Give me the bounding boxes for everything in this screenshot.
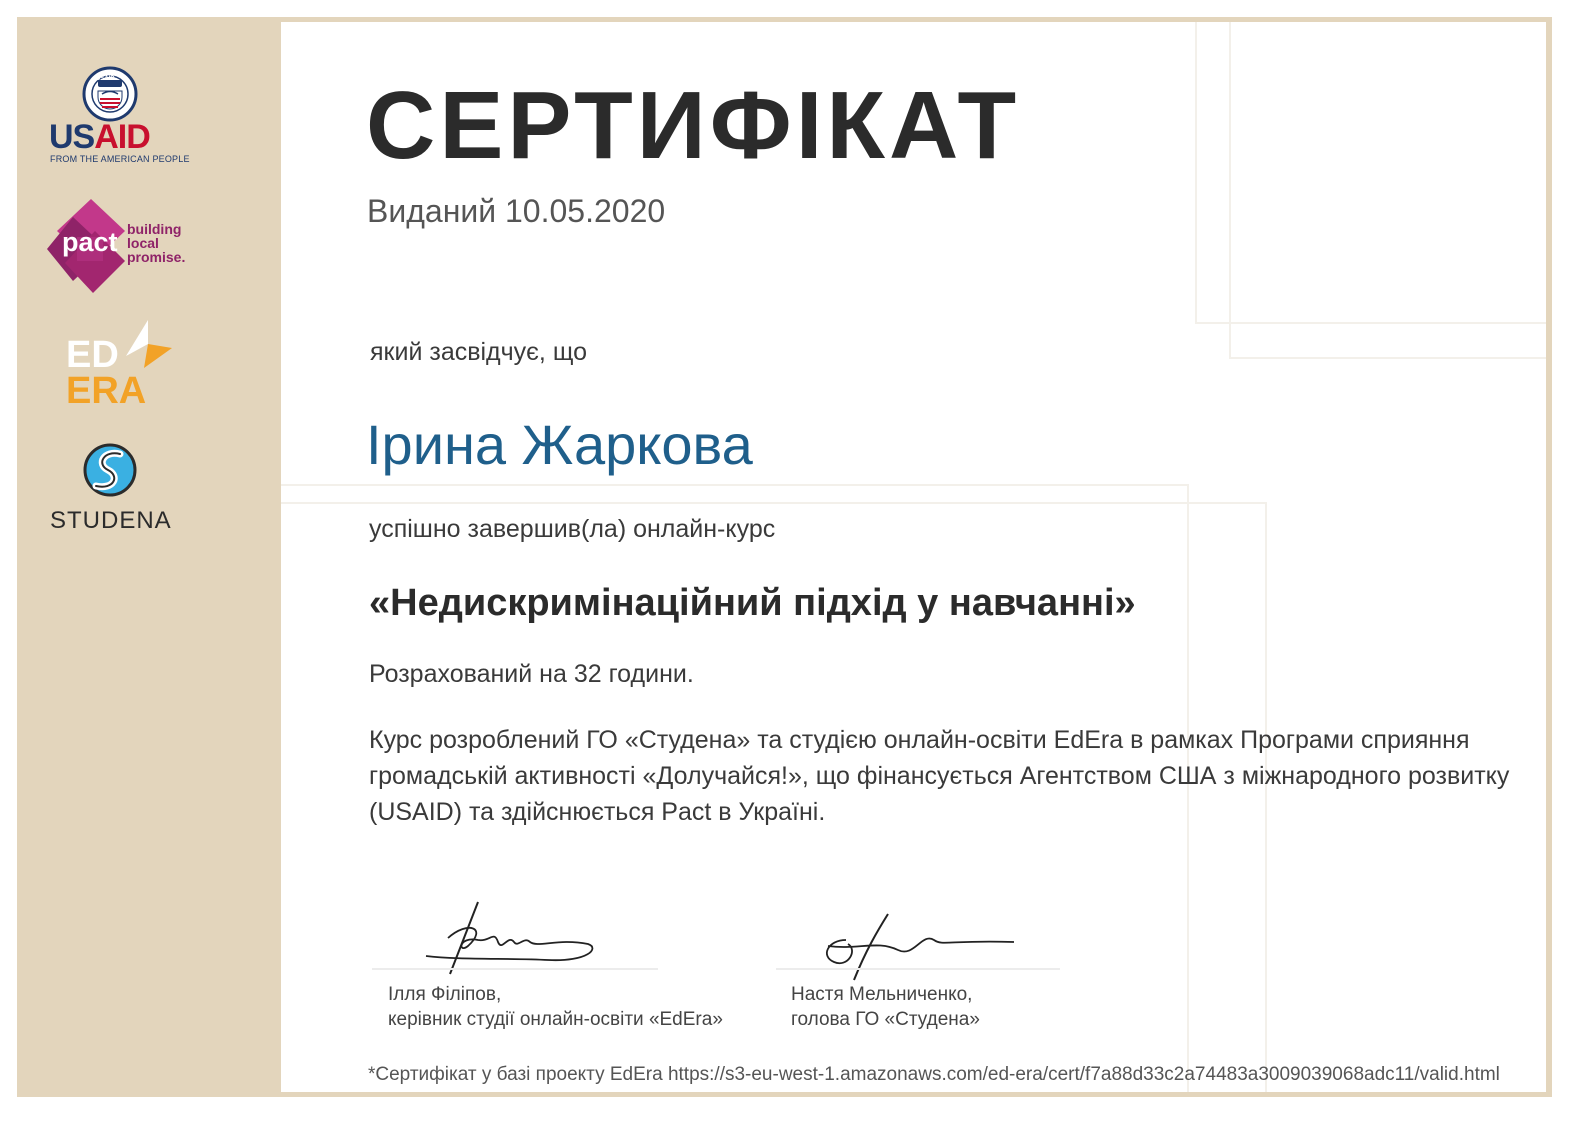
signer-2-name: Настя Мельниченко, <box>791 984 973 1005</box>
pact-tagline <box>127 222 185 264</box>
pact-word: pact <box>62 227 118 257</box>
pact-tagline-line: local <box>127 235 159 251</box>
course-hours: Розрахований на 32 години. <box>369 660 694 688</box>
studena-logo-icon <box>82 442 138 498</box>
pact-tagline-line: promise. <box>127 249 186 265</box>
signer-2-role: голова ГО «Студена» <box>791 1009 980 1030</box>
signer-1-name: Ілля Філіпов, <box>388 984 502 1005</box>
certificate-title: СЕРТИФІКАТ <box>366 72 1021 179</box>
usaid-logo: USAID <box>49 118 150 156</box>
recipient-name: Ірина Жаркова <box>366 413 753 476</box>
completion-text: успішно завершив(ла) онлайн-курс <box>369 515 776 543</box>
usaid-seal-label: USAID <box>96 76 115 82</box>
course-title: «Недискримінаційний підхід у навчанні» <box>369 582 1136 624</box>
verification-footer: *Сертифікат у базі проекту EdEra https://s3-eu-west-1.amazonaws.com/ed-era/cert/f7a88d33c2a74483a3009039068adc11/valid.html <box>368 1064 1500 1085</box>
signature-2-image <box>818 910 1023 982</box>
signature-1-line <box>372 968 658 970</box>
usaid-logo-accent: AID <box>94 118 150 156</box>
edera-logo-bottom: ERA <box>66 370 147 412</box>
course-description: Курс розроблений ГО «Студена» та студією онлайн-освіти EdEra в рамках Програми сприяння громадській активності «Долучайся!», що фінансується Агентством США з міжнародного розвитку (USAID) та здійснюється Pact в Україні. <box>369 726 1510 826</box>
issue-date: Виданий 10.05.2020 <box>367 193 666 229</box>
signer-2 <box>791 982 980 1032</box>
studena-word: STUDENA <box>50 507 172 534</box>
edera-logo-top: ED <box>66 334 119 376</box>
signer-1-role: керівник студії онлайн-освіти «EdEra» <box>388 1009 723 1030</box>
signature-2-line <box>776 968 1060 970</box>
usaid-seal-icon <box>82 66 138 122</box>
decorative-frame <box>1229 22 1546 359</box>
pact-tagline-line: building <box>127 221 182 237</box>
edera-flag-icon <box>120 318 174 370</box>
certifies-text: який засвідчує, що <box>370 338 588 366</box>
signature-1-image <box>418 898 598 978</box>
logo-sidebar <box>17 17 281 1097</box>
signer-1 <box>388 982 723 1032</box>
usaid-tagline: FROM THE AMERICAN PEOPLE <box>50 154 190 164</box>
